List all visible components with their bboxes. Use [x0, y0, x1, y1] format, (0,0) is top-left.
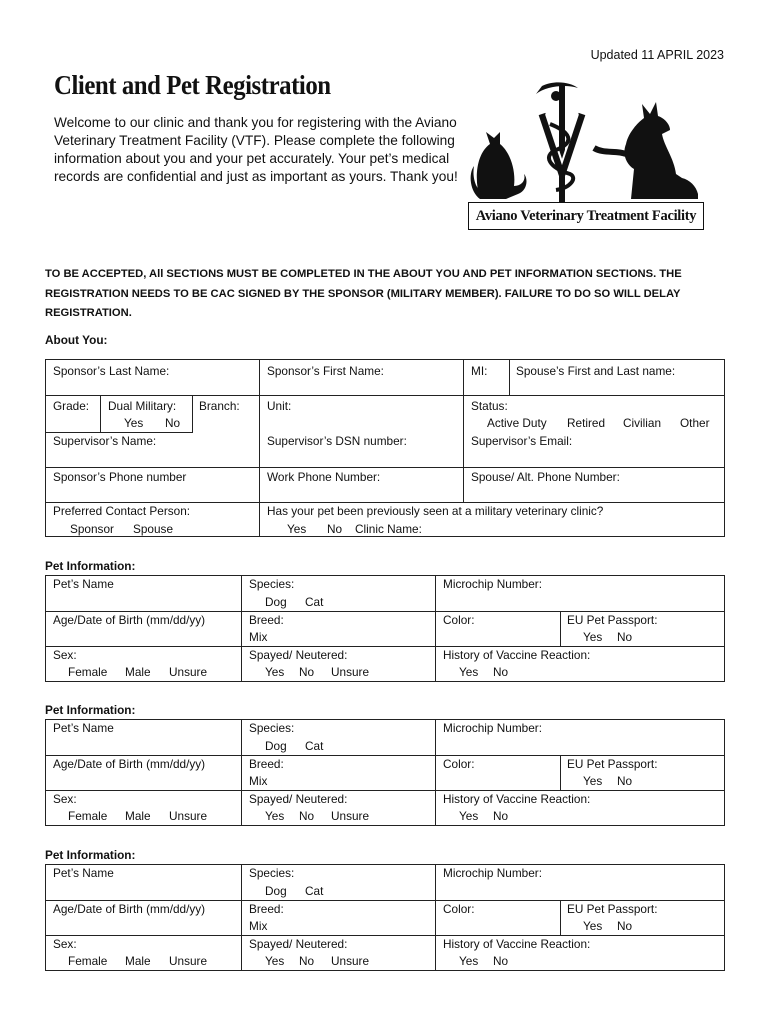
divider — [463, 359, 464, 502]
divider — [45, 467, 725, 468]
pet-2-color-field[interactable]: Color: — [443, 757, 475, 771]
pet-1-vaccine-yes-option[interactable]: Yes — [459, 665, 479, 679]
pet-3-spayed-unsure-option[interactable]: Unsure — [331, 954, 370, 968]
divider — [560, 900, 561, 935]
pet-1-microchip-field[interactable]: Microchip Number: — [443, 577, 542, 591]
pet-1-spayed-yes-option[interactable]: Yes — [265, 665, 285, 679]
dual-military-no-option[interactable]: No — [165, 416, 181, 430]
pet-1-passport-label: EU Pet Passport: — [567, 613, 658, 627]
pet-2-breed-field[interactable]: Breed: — [249, 757, 284, 771]
unit-field[interactable]: Unit: — [267, 399, 292, 413]
seen-before-label: Has your pet been previously seen at a military veterinary clinic? — [267, 504, 604, 518]
pet-3-spayed-no-option[interactable]: No — [299, 954, 315, 968]
divider — [509, 359, 510, 395]
pet-1-breed-field[interactable]: Breed: — [249, 613, 284, 627]
pet-1-sex-unsure-option[interactable]: Unsure — [169, 665, 208, 679]
pet-2-name-field[interactable]: Pet’s Name — [53, 721, 114, 735]
pet-3-breed-field[interactable]: Breed: — [249, 902, 284, 916]
sponsor-phone-field[interactable]: Sponsor’s Phone number — [53, 470, 187, 484]
pet-2-species-label: Species: — [249, 721, 295, 735]
supervisor-dsn-field[interactable]: Supervisor’s DSN number: — [267, 434, 407, 448]
status-retired-option[interactable]: Retired — [567, 416, 606, 430]
pet-2-sex-label: Sex: — [53, 792, 77, 806]
pet-3-passport-label: EU Pet Passport: — [567, 902, 658, 916]
pet-2-vaccine-reaction-label: History of Vaccine Reaction: — [443, 792, 591, 806]
supervisor-email-field[interactable]: Supervisor’s Email: — [471, 434, 573, 448]
divider — [192, 395, 193, 432]
pet-2-species-dog-option[interactable]: Dog — [265, 739, 287, 753]
pet-1-spayed-label: Spayed/ Neutered: — [249, 648, 348, 662]
pet-3-sex-female-option[interactable]: Female — [68, 954, 108, 968]
pet-1-passport-no-option[interactable]: No — [617, 630, 633, 644]
divider — [560, 755, 561, 790]
contact-sponsor-option[interactable]: Sponsor — [70, 522, 114, 536]
logo-caption: Aviano Veterinary Treatment Facility — [468, 202, 704, 230]
pet-1-vaccine-no-option[interactable]: No — [493, 665, 509, 679]
pets-caduceus-logo-icon — [466, 74, 706, 204]
pet-1-heading: Pet Information: — [45, 559, 136, 573]
divider — [45, 790, 725, 791]
pet-3-species-label: Species: — [249, 866, 295, 880]
divider — [435, 575, 436, 682]
sponsor-last-name-field[interactable]: Sponsor’s Last Name: — [53, 364, 170, 378]
pet-3-spayed-label: Spayed/ Neutered: — [249, 937, 348, 951]
pet-3-microchip-field[interactable]: Microchip Number: — [443, 866, 542, 880]
pet-2-vaccine-yes-option[interactable]: Yes — [459, 809, 479, 823]
pet-3-passport-yes-option[interactable]: Yes — [583, 919, 603, 933]
preferred-contact-label: Preferred Contact Person: — [53, 504, 191, 518]
seen-before-no-option[interactable]: No — [327, 522, 343, 536]
pet-2-spayed-no-option[interactable]: No — [299, 809, 315, 823]
status-active-duty-option[interactable]: Active Duty — [487, 416, 547, 430]
divider — [45, 502, 725, 503]
supervisor-name-field[interactable]: Supervisor’s Name: — [53, 434, 157, 448]
divider — [45, 900, 725, 901]
spouse-phone-field[interactable]: Spouse/ Alt. Phone Number: — [471, 470, 620, 484]
pet-2-spayed-label: Spayed/ Neutered: — [249, 792, 348, 806]
pet-2-sex-female-option[interactable]: Female — [68, 809, 108, 823]
pet-2-microchip-field[interactable]: Microchip Number: — [443, 721, 542, 735]
pet-3-sex-unsure-option[interactable]: Unsure — [169, 954, 208, 968]
pet-3-sex-label: Sex: — [53, 937, 77, 951]
pet-3-passport-no-option[interactable]: No — [617, 919, 633, 933]
divider — [241, 719, 242, 826]
pet-3-spayed-yes-option[interactable]: Yes — [265, 954, 285, 968]
status-other-option[interactable]: Other — [680, 416, 710, 430]
divider — [45, 611, 725, 612]
divider — [435, 719, 436, 826]
grade-field[interactable]: Grade: — [53, 399, 90, 413]
divider — [45, 755, 725, 756]
dual-military-yes-option[interactable]: Yes — [124, 416, 144, 430]
pet-3-mix-option[interactable]: Mix — [249, 919, 268, 933]
divider — [435, 864, 436, 971]
registration-notice: TO BE ACCEPTED, All SECTIONS MUST BE COMPLETED IN THE ABOUT YOU AND PET INFORMATION SECTIONS. THE REGISTRATION NEEDS TO BE CAC SIGNED BY THE SPONSOR (MILITARY MEMBER). FAILURE TO DO SO WILL DELAY REGISTRATION. — [45, 268, 682, 319]
pet-3-vaccine-reaction-label: History of Vaccine Reaction: — [443, 937, 591, 951]
pet-1-passport-yes-option[interactable]: Yes — [583, 630, 603, 644]
contact-spouse-option[interactable]: Spouse — [133, 522, 174, 536]
pet-1-sex-label: Sex: — [53, 648, 77, 662]
pet-1-species-dog-option[interactable]: Dog — [265, 595, 287, 609]
pet-2-mix-option[interactable]: Mix — [249, 774, 268, 788]
divider — [100, 395, 101, 432]
pet-2-age-field[interactable]: Age/Date of Birth (mm/dd/yy) — [53, 757, 206, 771]
pet-3-name-field[interactable]: Pet’s Name — [53, 866, 114, 880]
pet-2-heading: Pet Information: — [45, 703, 136, 717]
pet-3-vaccine-yes-option[interactable]: Yes — [459, 954, 479, 968]
updated-date: Updated 11 APRIL 2023 — [590, 48, 724, 62]
pet-3-species-dog-option[interactable]: Dog — [265, 884, 287, 898]
pet-2-spayed-yes-option[interactable]: Yes — [265, 809, 285, 823]
pet-2-species-cat-option[interactable]: Cat — [305, 739, 324, 753]
pet-1-species-label: Species: — [249, 577, 295, 591]
pet-2-sex-male-option[interactable]: Male — [125, 809, 151, 823]
divider — [45, 432, 193, 433]
pet-2-sex-unsure-option[interactable]: Unsure — [169, 809, 208, 823]
divider — [259, 359, 260, 537]
clinic-logo — [466, 74, 706, 234]
mi-field[interactable]: MI: — [471, 364, 488, 378]
divider — [241, 575, 242, 682]
pet-3-age-field[interactable]: Age/Date of Birth (mm/dd/yy) — [53, 902, 206, 916]
pet-3-vaccine-no-option[interactable]: No — [493, 954, 509, 968]
pet-1-vaccine-reaction-label: History of Vaccine Reaction: — [443, 648, 591, 662]
pet-3-heading: Pet Information: — [45, 848, 136, 862]
status-label: Status: — [471, 399, 508, 413]
pet-1-name-field[interactable]: Pet’s Name — [53, 577, 114, 591]
divider — [45, 395, 725, 396]
sponsor-first-name-field[interactable]: Sponsor’s First Name: — [267, 364, 384, 378]
pet-2-spayed-unsure-option[interactable]: Unsure — [331, 809, 370, 823]
clinic-name-field[interactable]: Clinic Name: — [355, 522, 422, 536]
divider — [45, 935, 725, 936]
pet-3-color-field[interactable]: Color: — [443, 902, 475, 916]
page-title: Client and Pet Registration — [54, 70, 331, 100]
seen-before-yes-option[interactable]: Yes — [287, 522, 307, 536]
pet-2-passport-label: EU Pet Passport: — [567, 757, 658, 771]
divider — [560, 611, 561, 646]
pet-1-age-field[interactable]: Age/Date of Birth (mm/dd/yy) — [53, 613, 206, 627]
divider — [45, 646, 725, 647]
pet-1-color-field[interactable]: Color: — [443, 613, 475, 627]
work-phone-field[interactable]: Work Phone Number: — [267, 470, 381, 484]
dual-military-label: Dual Military: — [108, 399, 177, 413]
pet-1-sex-male-option[interactable]: Male — [125, 665, 151, 679]
pet-2-vaccine-no-option[interactable]: No — [493, 809, 509, 823]
pet-1-sex-female-option[interactable]: Female — [68, 665, 108, 679]
pet-3-sex-male-option[interactable]: Male — [125, 954, 151, 968]
spouse-name-field[interactable]: Spouse’s First and Last name: — [516, 364, 676, 378]
pet-2-passport-no-option[interactable]: No — [617, 774, 633, 788]
branch-field[interactable]: Branch: — [199, 399, 240, 413]
pet-2-passport-yes-option[interactable]: Yes — [583, 774, 603, 788]
status-civilian-option[interactable]: Civilian — [623, 416, 662, 430]
divider — [241, 864, 242, 971]
about-you-heading: About You: — [45, 333, 108, 347]
pet-3-species-cat-option[interactable]: Cat — [305, 884, 324, 898]
welcome-text: Welcome to our clinic and thank you for registering with the Aviano Veterinary Treatment Facility (VTF). Please complete the following information about you and your pet accurately. Your pet’s medical records are confidential and just as important as yours. Thank you! — [54, 115, 458, 184]
pet-1-mix-option[interactable]: Mix — [249, 630, 268, 644]
pet-1-spayed-unsure-option[interactable]: Unsure — [331, 665, 370, 679]
pet-1-spayed-no-option[interactable]: No — [299, 665, 315, 679]
pet-1-species-cat-option[interactable]: Cat — [305, 595, 324, 609]
